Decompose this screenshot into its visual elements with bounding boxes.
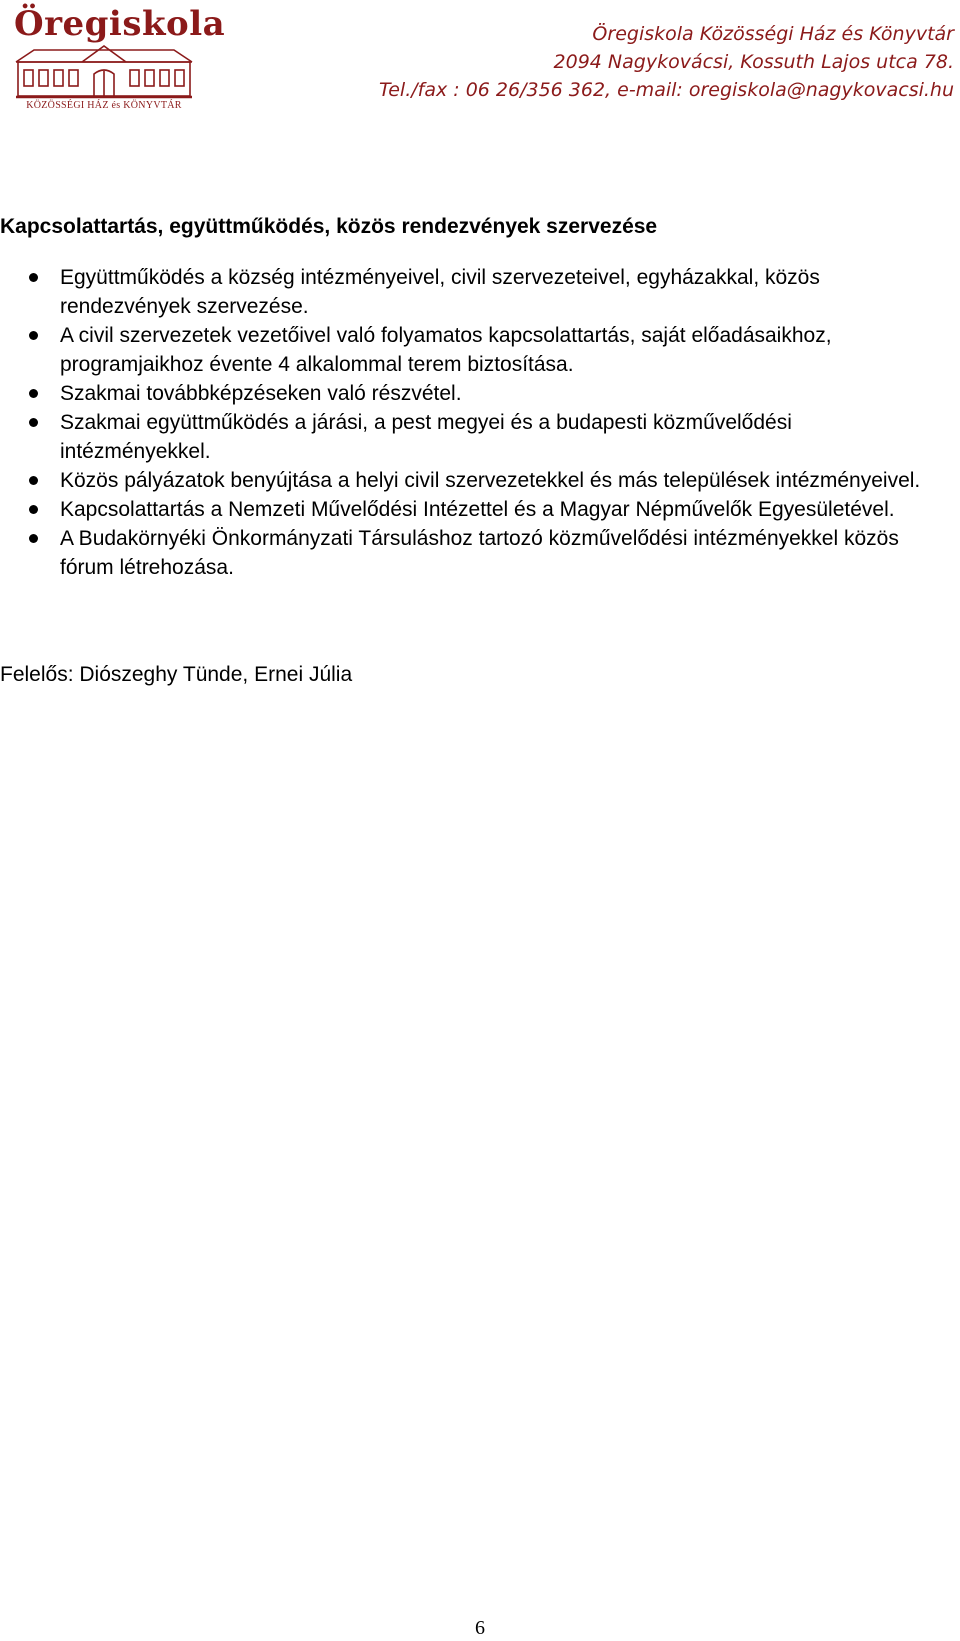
- list-item: [0, 321, 945, 379]
- organization-name: Öregiskola Közösségi Ház és Könyvtár: [592, 23, 954, 45]
- section-title: Kapcsolattartás, együttműködés, közös rendezvények szervezése: [0, 215, 658, 238]
- bullet-icon: [29, 273, 38, 282]
- bullet-icon: [29, 389, 38, 398]
- list-item: [0, 466, 945, 495]
- logo-title: Öregiskola: [14, 4, 226, 44]
- header-contact-block: [379, 20, 954, 104]
- logo-caption: KÖZÖSSÉGI HÁZ és KÖNYVTÁR: [26, 100, 182, 111]
- logo: [14, 4, 226, 114]
- building-icon: [14, 44, 194, 100]
- bullet-icon: [29, 331, 38, 340]
- responsible-persons: Felelős: Diószeghy Tünde, Ernei Júlia: [0, 663, 353, 686]
- organization-contact: Tel./fax : 06 26/356 362, e-mail: oregiskola@nagykovacsi.hu: [378, 79, 954, 101]
- list-item-text: Közös pályázatok benyújtása a helyi civil szervezetekkel és más települések intézményeivel.: [60, 469, 921, 492]
- list-item: [0, 408, 945, 466]
- list-item-text: Szakmai együttműködés a járási, a pest megyei és a budapesti közművelődési intézményekkel.: [60, 411, 792, 463]
- list-item: [0, 263, 945, 321]
- list-item-text: Szakmai továbbképzéseken való részvétel.: [60, 382, 462, 405]
- list-item-text: Együttműködés a község intézményeivel, civil szervezeteivel, egyházakkal, közös rendezvények szervezése.: [60, 266, 820, 318]
- organization-address: 2094 Nagykovácsi, Kossuth Lajos utca 78.: [553, 51, 954, 73]
- list-item-text: Kapcsolattartás a Nemzeti Művelődési Intézettel és a Magyar Népművelők Egyesületével.: [60, 498, 895, 521]
- bullet-icon: [29, 418, 38, 427]
- bullet-icon: [29, 534, 38, 543]
- list-item: [0, 379, 945, 408]
- list-item: [0, 495, 945, 524]
- list-item-text: A Budakörnyéki Önkormányzati Társuláshoz tartozó közművelődési intézményekkel közös fórum létrehozása.: [60, 527, 899, 579]
- bullet-icon: [29, 505, 38, 514]
- list-item-text: A civil szervezetek vezetőivel való folyamatos kapcsolattartás, saját előadásaikhoz, programjaikhoz évente 4 alkalommal terem biztosítása.: [60, 324, 832, 376]
- bullet-icon: [29, 476, 38, 485]
- bullet-list: [0, 263, 945, 582]
- list-item: [0, 524, 945, 582]
- page-number: 6: [475, 1617, 485, 1639]
